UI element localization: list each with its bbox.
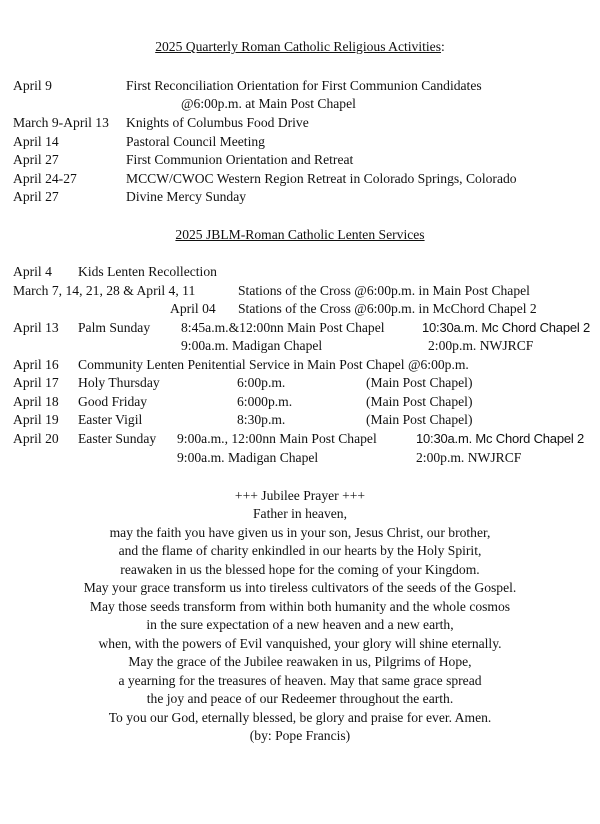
lenten-time: 2:00p.m. NWJRCF — [428, 338, 534, 353]
activity-event: Knights of Columbus Food Drive — [126, 115, 309, 130]
activity-date: April 14 — [13, 134, 59, 149]
activity-detail: @6:00p.m. at Main Post Chapel — [181, 96, 356, 111]
activity-event: First Communion Orientation and Retreat — [126, 152, 354, 167]
prayer-line: a yearning for the treasures of heaven. May that same grace spread — [118, 673, 482, 688]
prayer-line: May those seeds transform from within both humanity and the whole cosmos — [89, 599, 511, 614]
lenten-place: (Main Post Chapel) — [366, 412, 473, 427]
prayer-attribution: (by: Pope Francis) — [249, 728, 351, 743]
lenten-time: 9:00a.m., 12:00nn Main Post Chapel — [177, 431, 377, 446]
lenten-time: 9:00a.m. Madigan Chapel — [177, 450, 319, 465]
lenten-place: (Main Post Chapel) — [366, 394, 473, 409]
lenten-place: (Main Post Chapel) — [366, 375, 473, 390]
activity-date: April 24-27 — [13, 171, 77, 186]
activity-date: April 27 — [13, 152, 59, 167]
quarterly-title: 2025 Quarterly Roman Catholic Religious Activities — [155, 39, 442, 54]
activity-date: March 9-April 13 — [13, 115, 109, 130]
lenten-event: Kids Lenten Recollection — [78, 264, 217, 279]
quarterly-heading — [0, 38, 600, 56]
lenten-heading — [0, 226, 600, 244]
activity-event: MCCW/CWOC Western Region Retreat in Colorado Springs, Colorado — [126, 171, 517, 186]
lenten-time: 6:000p.m. — [237, 394, 293, 409]
lenten-date: April 16 — [13, 357, 59, 372]
lenten-name: Holy Thursday — [78, 375, 160, 390]
prayer-line: and the flame of charity enkindled in our hearts by the Holy Spirit, — [118, 543, 482, 558]
prayer-line: May your grace transform us into tireless cultivators of the seeds of the Gospel. — [83, 580, 517, 595]
activity-date: April 27 — [13, 189, 59, 204]
activity-date: April 9 — [13, 78, 52, 93]
prayer-line: the joy and peace of our Redeemer throughout the earth. — [146, 691, 454, 706]
lenten-name: Good Friday — [78, 394, 148, 409]
activity-event: Divine Mercy Sunday — [126, 189, 247, 204]
lenten-name: Easter Sunday — [78, 431, 157, 446]
lenten-name: Palm Sunday — [78, 320, 151, 335]
lenten-time: 8:45a.m.&12:00nn Main Post Chapel — [181, 320, 385, 335]
prayer-line: in the sure expectation of a new heaven and a new earth, — [146, 617, 454, 632]
lenten-time: 6:00p.m. — [237, 375, 286, 390]
prayer-line: when, with the powers of Evil vanquished, your glory will shine eternally. — [98, 636, 502, 651]
lenten-date: April 20 — [13, 431, 59, 446]
lenten-date: March 7, 14, 21, 28 & April 4, 11 — [13, 283, 196, 298]
prayer-line: Father in heaven, — [253, 506, 347, 521]
prayer-line: To you our God, eternally blessed, be glory and praise for ever. Amen. — [108, 710, 492, 725]
lenten-event: Community Lenten Penitential Service in Main Post Chapel @6:00p.m. — [78, 357, 469, 372]
lenten-time: 9:00a.m. Madigan Chapel — [181, 338, 323, 353]
lenten-date: April 18 — [13, 394, 59, 409]
lenten-date: April 04 — [170, 301, 216, 316]
lenten-title: 2025 JBLM-Roman Catholic Lenten Services — [175, 227, 425, 242]
lenten-date: April 13 — [13, 320, 59, 335]
prayer-line: may the faith you have given us in your son, Jesus Christ, our brother, — [109, 525, 491, 540]
lenten-name: Easter Vigil — [78, 412, 143, 427]
activity-event: First Reconciliation Orientation for First Communion Candidates — [126, 78, 482, 93]
lenten-time: 8:30p.m. — [237, 412, 286, 427]
prayer-title: +++ Jubilee Prayer +++ — [234, 488, 366, 503]
lenten-date: April 17 — [13, 375, 59, 390]
lenten-date: April 19 — [13, 412, 59, 427]
activity-event: Pastoral Council Meeting — [126, 134, 265, 149]
lenten-event: Stations of the Cross @6:00p.m. in Main Post Chapel — [238, 283, 530, 298]
prayer-line: May the grace of the Jubilee reawaken in us, Pilgrims of Hope, — [128, 654, 472, 669]
lenten-event: Stations of the Cross @6:00p.m. in McChord Chapel 2 — [238, 301, 537, 316]
lenten-date: April 4 — [13, 264, 52, 279]
prayer-line: reawaken in us the blessed hope for the coming of your Kingdom. — [120, 562, 480, 577]
lenten-time: 10:30a.m. Mc Chord Chapel 2 — [416, 431, 585, 446]
lenten-time: 2:00p.m. NWJRCF — [416, 450, 522, 465]
quarterly-title-colon: : — [441, 39, 445, 54]
lenten-time: 10:30a.m. Mc Chord Chapel 2 — [422, 320, 591, 335]
